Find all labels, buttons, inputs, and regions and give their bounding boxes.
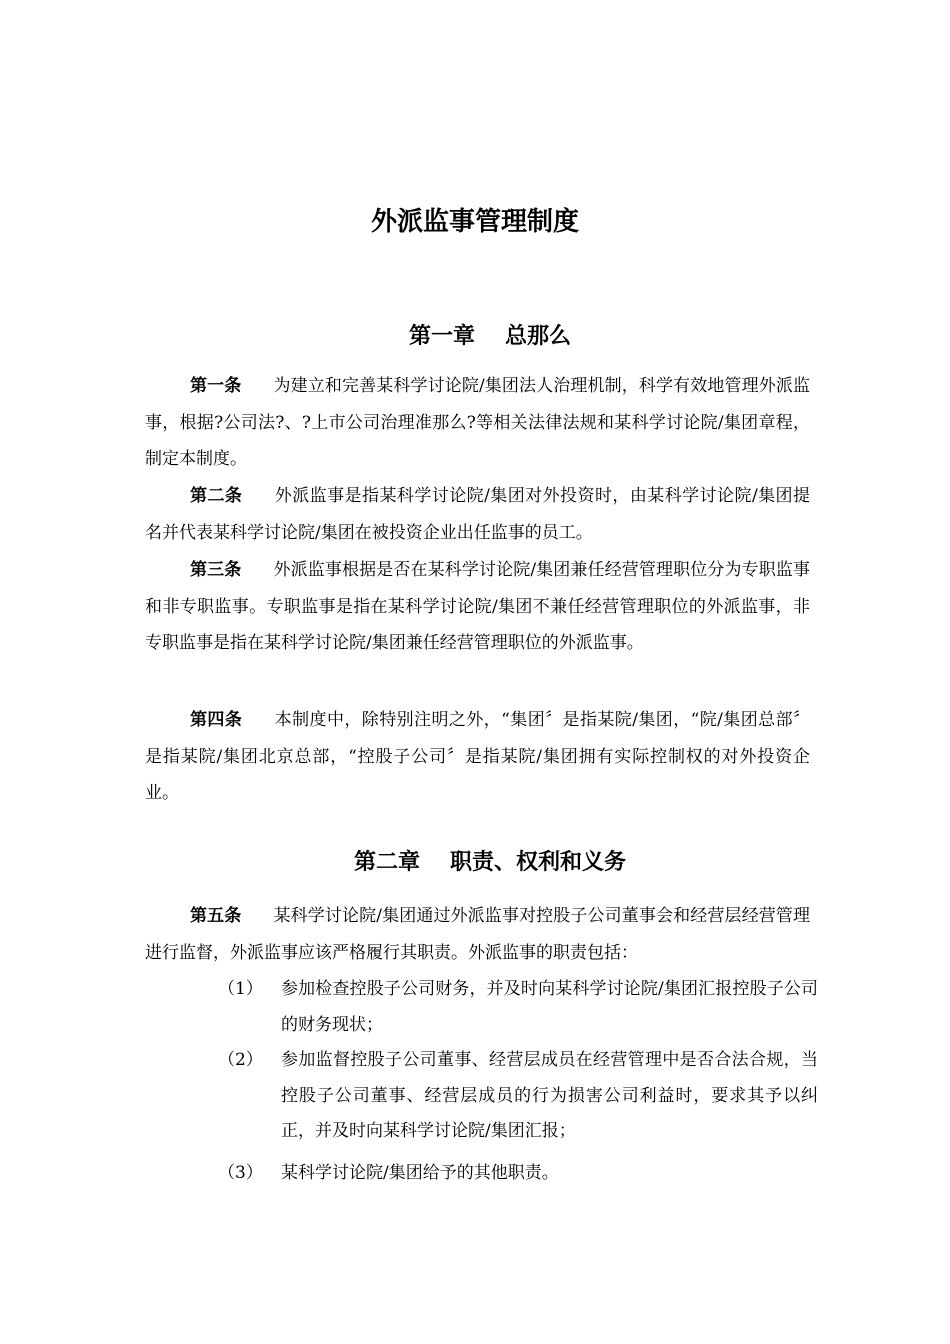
list-item-text: 某科学讨论院/集团给予的其他职责。	[281, 1163, 559, 1183]
chapter-title: 总那么	[505, 324, 572, 349]
chapter-heading	[0, 317, 950, 357]
article-text: 外派监事是指某科学讨论院/集团对外投资时，由某科学讨论院/集团提名并代表某科学讨论院/集团在被投资企业出任监事的员工。	[145, 486, 810, 543]
list-item	[218, 1043, 818, 1150]
article-paragraph	[145, 478, 810, 551]
article-text: 本制度中，除特别注明之外，“集团〞是指某院/集团，“院/集团总部〞是指某院/集团北京总部，“控股子公司〞是指某院/集团拥有实际控制权的对外投资企业。	[145, 710, 810, 803]
article-label: 第三条	[190, 560, 242, 580]
article-text: 为建立和完善某科学讨论院/集团法人治理机制，科学有效地管理外派监事，根据?公司法?、?上市公司治理准那么?等相关法律法规和某科学讨论院/集团章程，制定本制度。	[145, 376, 811, 469]
article-label: 第四条	[190, 710, 243, 730]
article-label: 第五条	[190, 906, 242, 926]
article-paragraph	[145, 702, 810, 812]
list-item	[218, 1156, 818, 1192]
chapter-title: 职责、权利和义务	[450, 850, 627, 875]
list-item-text: 参加检查控股子公司财务，并及时向某科学讨论院/集团汇报控股子公司的财务现状；	[281, 979, 818, 1035]
article-label: 第一条	[190, 376, 242, 396]
article-paragraph	[145, 898, 810, 971]
article-label: 第二条	[190, 486, 243, 506]
chapter-number: 第一章	[408, 324, 475, 349]
article-paragraph	[145, 368, 810, 478]
chapter-number: 第二章	[353, 850, 420, 875]
list-item-text: 参加监督控股子公司董事、经营层成员在经营管理中是否合法合规，当控股子公司董事、经营层成员的行为损害公司利益时，要求其予以纠正，并及时向某科学讨论院/集团汇报；	[281, 1050, 818, 1141]
article-paragraph	[145, 552, 810, 662]
list-item-marker: （2）	[218, 1050, 263, 1070]
article-text: 外派监事根据是否在某科学讨论院/集团兼任经营管理职位分为专职监事和非专职监事。专职监事是指在某科学讨论院/集团不兼任经营管理职位的外派监事，非专职监事是指在某科学讨论院/集团兼任经营管理职位的外派监事。	[145, 560, 811, 653]
list-item-marker: （1）	[218, 979, 263, 999]
chapter-heading	[0, 843, 950, 883]
list-item-marker: （3）	[218, 1163, 263, 1183]
article-text: 某科学讨论院/集团通过外派监事对控股子公司董事会和经营层经营管理进行监督，外派监事应该严格履行其职责。外派监事的职责包括：	[145, 906, 811, 963]
document-title: 外派监事管理制度	[370, 207, 579, 237]
list-item	[218, 972, 818, 1043]
